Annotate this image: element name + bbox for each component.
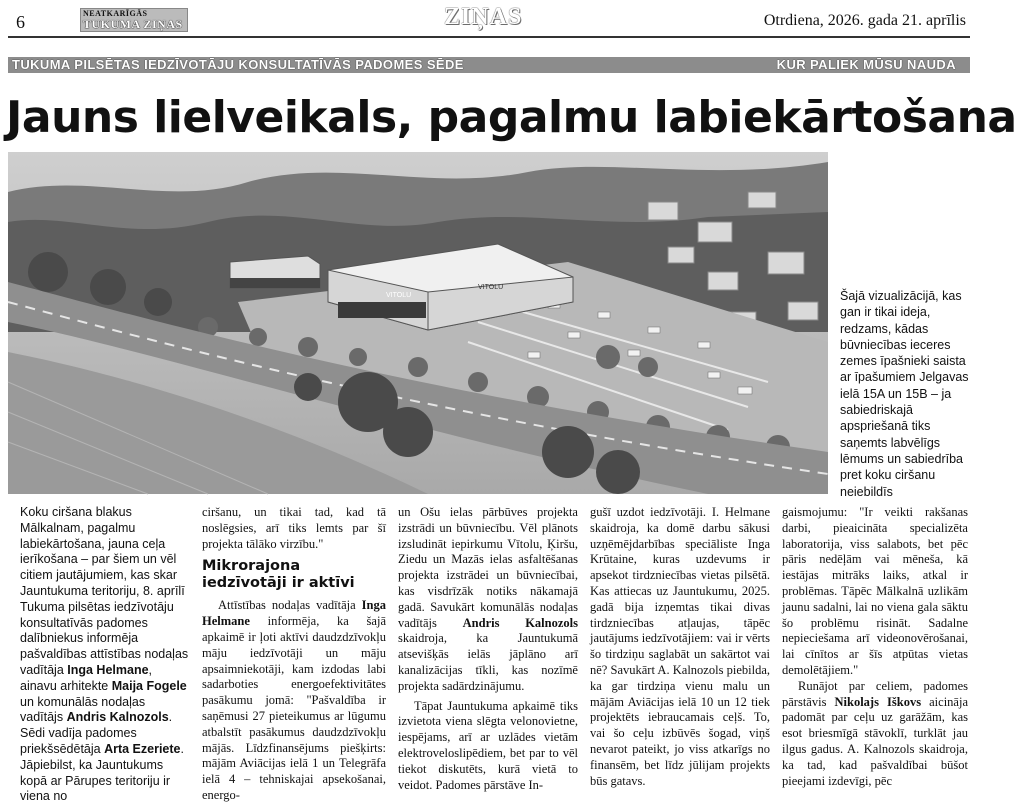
column-3-paragraph	[398, 505, 578, 695]
text-run: Koku ciršana blakus Mālkalnam, pagalmu labiekārtošana, jauna ceļa ierīkošana – par šiem un vēl citiem jautājumiem, kas skar Jauntukuma teritoriju, 8. aprīlī Tukuma pilsētas iedzīvotāju konsultatīvās padomes dalībniekus informēja pašvaldības attīstības nodaļas vadītāja	[20, 505, 189, 677]
section-title: TUKUMA PILSĒTAS IEDZĪVOTĀJU KONSULTATĪVĀS PADOMES SĒDE	[12, 57, 464, 72]
text-run: skaidroja, ka Jauntukumā atsevišķās ielās jāplāno arī kanalizācijas tīkli, kas nozīmē projekta sadārdzinājumu.	[398, 631, 578, 693]
article-subheading: Mikrorajona iedzīvotāji ir aktīvi	[202, 558, 355, 592]
text-run: un komunālās nodaļas vadītājs	[20, 694, 146, 725]
article-column-4	[590, 505, 770, 788]
supermarket-visualization-image	[8, 152, 828, 494]
article-headline: Jauns lielveikals, pagalmu labiekārtošana	[6, 92, 1017, 143]
column-5-paragraph	[782, 679, 968, 790]
masthead-title: TUKUMA ZIŅAS	[83, 17, 183, 31]
newspaper-logo: ZIŅAS	[444, 4, 523, 30]
column-3-paragraph: Tāpat Jauntukuma apkaimē tiks izvietota viena slēgta velonovietne, iespējams, arī ar uzlādes vietām elektroveloslipēdiem, bet par to vēl tiekot diskutēts, kurā vietā to veidot. Padomes pārstāve In-	[398, 698, 578, 792]
column-4-paragraph: gušī uzdot iedzīvotāji. I. Helmane skaidroja, ka domē darbu sākusi uzņēmējdarbības speciāliste Inga Krūtaine, kuras uzdevums ir apsekot tirdzniecības vietas pilsētā. Kas attiecas uz Jauntukumu, 2025. gadā bija izņemtas tikai divas tirdzniecības atļaujas, tāpēc jautājums iedzīvotājiem: vai ir vērts šo tirdziņu saglabāt un sakārtot vai nē? Savukārt A. Kalnozols piebilda, ka gar tirdziņa vienu malu un mājām Aviācijas ielā 10 un 12 tiek projektēts iebraucamais ceļš. To, vai šo ceļu izbūvēs šogad, viņš nevarot pateikt, jo viss atkarīgs no finansēm, bet līdz jūlijam projekts būs gatavs.	[590, 505, 770, 788]
article-column-5	[782, 505, 968, 788]
masthead-tagline: NEATKARĪGĀS	[83, 9, 148, 18]
header-rule	[8, 36, 970, 38]
text-run: Attīstības nodaļas vadītāja	[218, 598, 362, 613]
article-photo	[8, 152, 828, 494]
text-run: Runājot par celiem, padomes pārstāvis	[782, 678, 968, 709]
photo-caption: Šajā vizualizācijā, kas gan ir tikai ideja, redzams, kādas būvniecības ieceres zemes īpašnieki saista ar īpašumiem Jelgavas ielā 15A un 15B – ja sabiedriskajā apspriešanā tiks saņemts labvēlīgs lēmums un sabiedrība pret koku ciršanu neiebildīs	[840, 289, 969, 499]
text-run: . Jāpiebilst, ka Jauntukums kopā ar Pārupes teritoriju ir viena no	[20, 741, 184, 804]
article-column-2	[202, 505, 386, 802]
column-5-paragraph: gaismojumu: "Ir veikti rakšanas darbi, pieaicināta specializēta laboratorija, viss salabots, bet pēc pāris nedēļām vai mēneša, kā iestājas mitrāks laiks, atkal ir problēmas. Tāpēc Mālkalnā uzlikām jaunu sadalni, lai no viena gala sāktu šo problēmu risināt. Sadalne nepieciešama arī videonovērošanai, lai cīnītos ar šīs atpūtas vietas demolētājiem."	[782, 505, 968, 677]
person-name: Andris Kalnozols	[462, 615, 578, 630]
column-2-paragraph: ciršanu, un tikai tad, kad tā noslēgsies, arī tiks lemts par šī projekta tālāko virzību."	[202, 505, 386, 551]
page-header	[0, 0, 980, 40]
text-run: . Sēdi vadīja padomes priekšsēdētāja	[20, 710, 173, 756]
person-name: Maija Fogele	[111, 678, 187, 693]
text-run: , ainavu arhitekte	[20, 662, 153, 693]
person-name: Nikolajs Iškovs	[834, 694, 922, 709]
person-name: Inga Helmane	[202, 598, 386, 629]
column-2-paragraph	[202, 598, 386, 803]
store-sign-left: VITOLU	[386, 292, 412, 299]
text-run: un Ošu ielas pārbūves projekta izstrādi un būvniecību. Vēl plānots izsludināt iepirkumu Vītolu, Ķiršu, Ziedu un Mazās ielas asfaltēšanas projekta izstrādei un būvniecībai, kas visdrīzāk notiks nākamajā gadā. Savukārt komunālās nodaļas vadītājs	[398, 505, 578, 630]
section-band	[8, 57, 970, 73]
article-column-1	[20, 505, 190, 804]
page-number: 6	[16, 12, 25, 32]
store-sign-right: VITOLU	[478, 284, 504, 291]
text-run: informēja, ka šajā apkaimē ir ļoti aktīvi daudzdzīvokļu māju iedzīvotāji un māju apsaimniekotāji, kam izdodas labi sadarboties energoefektivitātes pasākumu jomā: "Pašvaldība ir saņēmusi 27 pieteikumus ar lūgumu atbalstīt pasākumus daudzdzīvokļu mājās. Līdzfinansējums piešķirts: mājām Aviācijas ielā 1 un Telegrāfa ielā 4 – tehniskajai apsekošanai, energo-	[202, 614, 386, 802]
issue-date: Otrdiena, 2026. gada 21. aprīlis	[763, 12, 966, 29]
article-column-3	[398, 505, 578, 792]
rubric-title: KUR PALIEK MŪSU NAUDA	[776, 57, 956, 72]
text-run: aicināja padomāt par ceļu uz garāžām, kas esot briesmīgā stāvoklī, turklāt jau ilgus gadus. A. Kalnozols skaidroja, ka tad, kad pašvaldībai būšot pieejami izdevīgi, pēc	[782, 694, 968, 788]
person-name: Inga Helmane	[67, 662, 149, 677]
column-1-paragraph	[20, 505, 190, 805]
newspaper-masthead	[80, 8, 188, 32]
person-name: Arta Ezeriete	[104, 741, 181, 756]
person-name: Andris Kalnozols	[66, 710, 169, 725]
